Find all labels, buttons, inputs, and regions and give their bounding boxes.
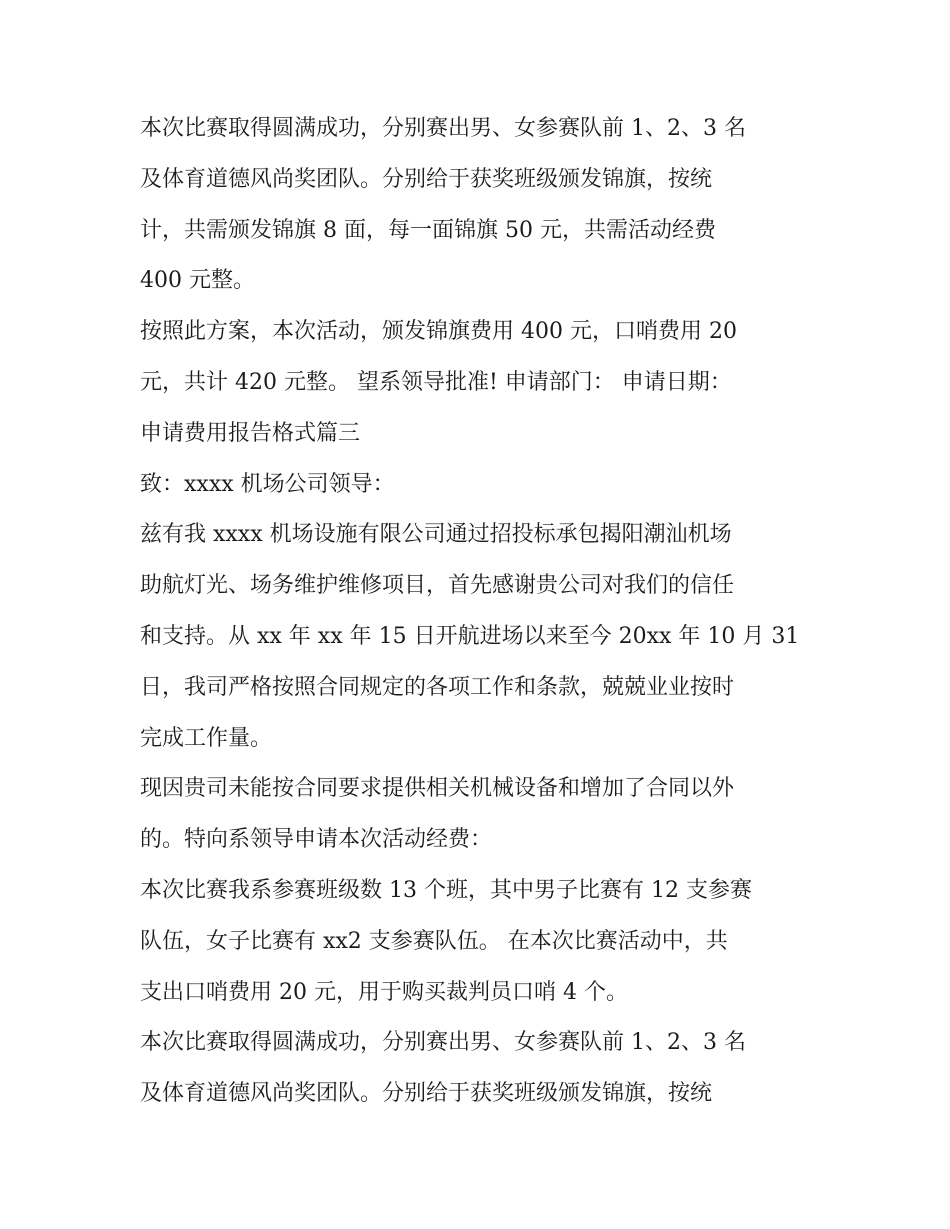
text-line: 现因贵司未能按合同要求提供相关机械设备和增加了合同以外: [140, 776, 735, 802]
text-line: 元，共计 420 元整。 望系领导批准! 申请部门： 申请日期：: [140, 369, 732, 395]
text-line: 支出口哨费用 20 元，用于购买裁判员口哨 4 个。: [140, 979, 628, 1005]
text-line: 完成工作量。: [140, 725, 273, 751]
text-line: 本次比赛我系参赛班级数 13 个班，其中男子比赛有 12 支参赛: [140, 877, 752, 903]
text-line: 的。特向系领导申请本次活动经费：: [140, 827, 493, 853]
text-line: 助航灯光、场务维护维修项目，首先感谢贵公司对我们的信任: [140, 573, 735, 599]
text-line: 计，共需颁发锦旗 8 面，每一面锦旗 50 元，共需活动经费: [140, 217, 716, 243]
text-line: 按照此方案，本次活动，颁发锦旗费用 400 元，口哨费用 20: [140, 319, 737, 345]
text-line: 队伍，女子比赛有 xx2 支参赛队伍。 在本次比赛活动中，共: [140, 928, 728, 954]
text-line: 本次比赛取得圆满成功，分别赛出男、女参赛队前 1、2、3 名: [140, 1030, 746, 1056]
text-line: 本次比赛取得圆满成功，分别赛出男、女参赛队前 1、2、3 名: [140, 116, 746, 141]
text-line: 及体育道德风尚奖团队。分别给于获奖班级颁发锦旗，按统: [140, 1081, 713, 1107]
text-line: 和支持。从 xx 年 xx 年 15 日开航进场以来至今 20xx 年 10 月 31: [140, 623, 800, 649]
document-body: [140, 104, 820, 1120]
text-line: 兹有我 xxxx 机场设施有限公司通过招投标承包揭阳潮汕机场: [140, 522, 732, 548]
text-line: 400 元整。: [140, 268, 255, 294]
section-heading: 申请费用报告格式篇三: [140, 420, 361, 446]
text-line: 及体育道德风尚奖团队。分别给于获奖班级颁发锦旗，按统: [140, 166, 713, 192]
text-line: 日，我司严格按照合同规定的各项工作和条款，兢兢业业按时: [140, 674, 735, 700]
salutation: 致：xxxx 机场公司领导：: [140, 471, 395, 497]
